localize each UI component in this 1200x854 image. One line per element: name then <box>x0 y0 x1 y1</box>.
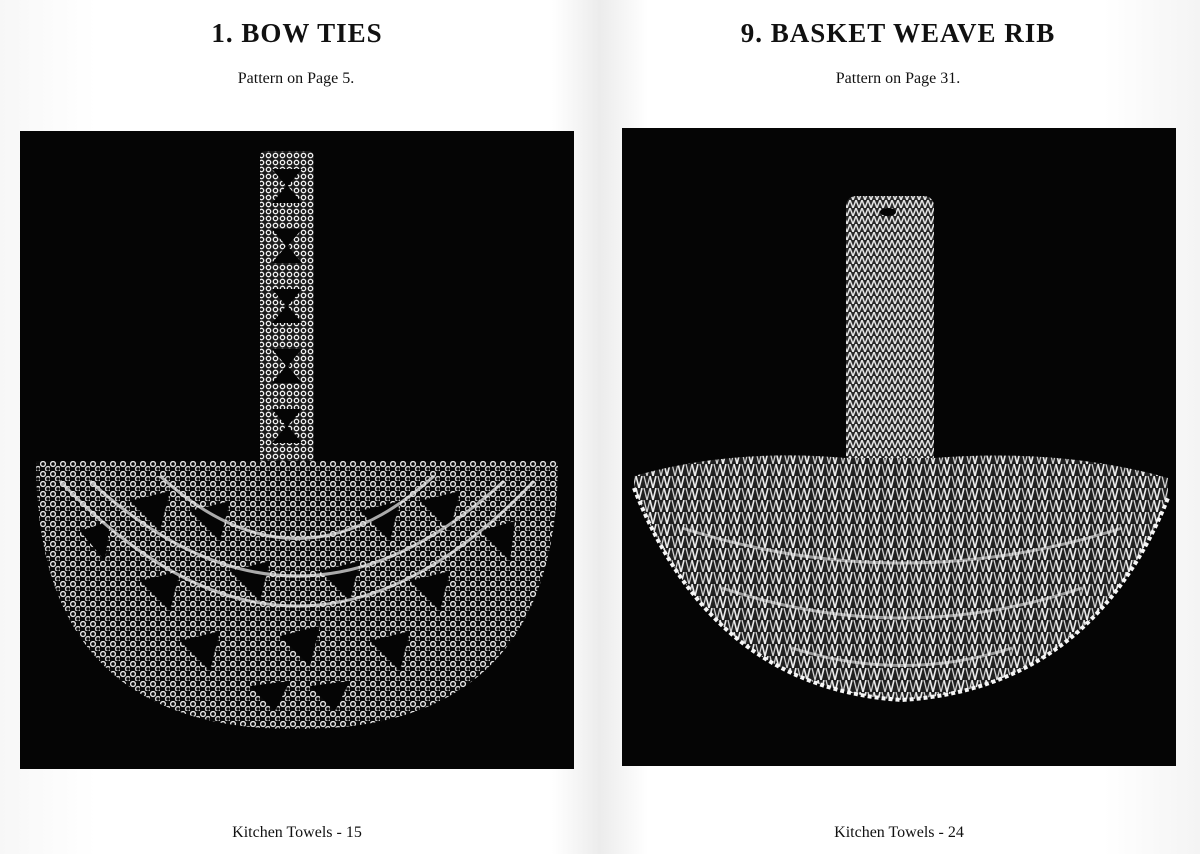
left-pattern-reference: Pattern on Page 5. <box>237 70 355 87</box>
right-page <box>600 0 1200 854</box>
right-page-footer: Kitchen Towels - 24 <box>834 824 964 841</box>
right-pattern-reference: Pattern on Page 31. <box>835 70 961 87</box>
bow-ties-towel-photo <box>20 131 574 769</box>
left-page-title: 1. BOW TIES <box>211 18 383 48</box>
towel-body <box>634 455 1168 700</box>
strap <box>846 196 934 466</box>
right-page-title: 9. BASKET WEAVE RIB <box>740 18 1056 48</box>
basket-weave-rib-towel-photo <box>622 128 1176 766</box>
left-page-footer: Kitchen Towels - 15 <box>232 824 362 841</box>
